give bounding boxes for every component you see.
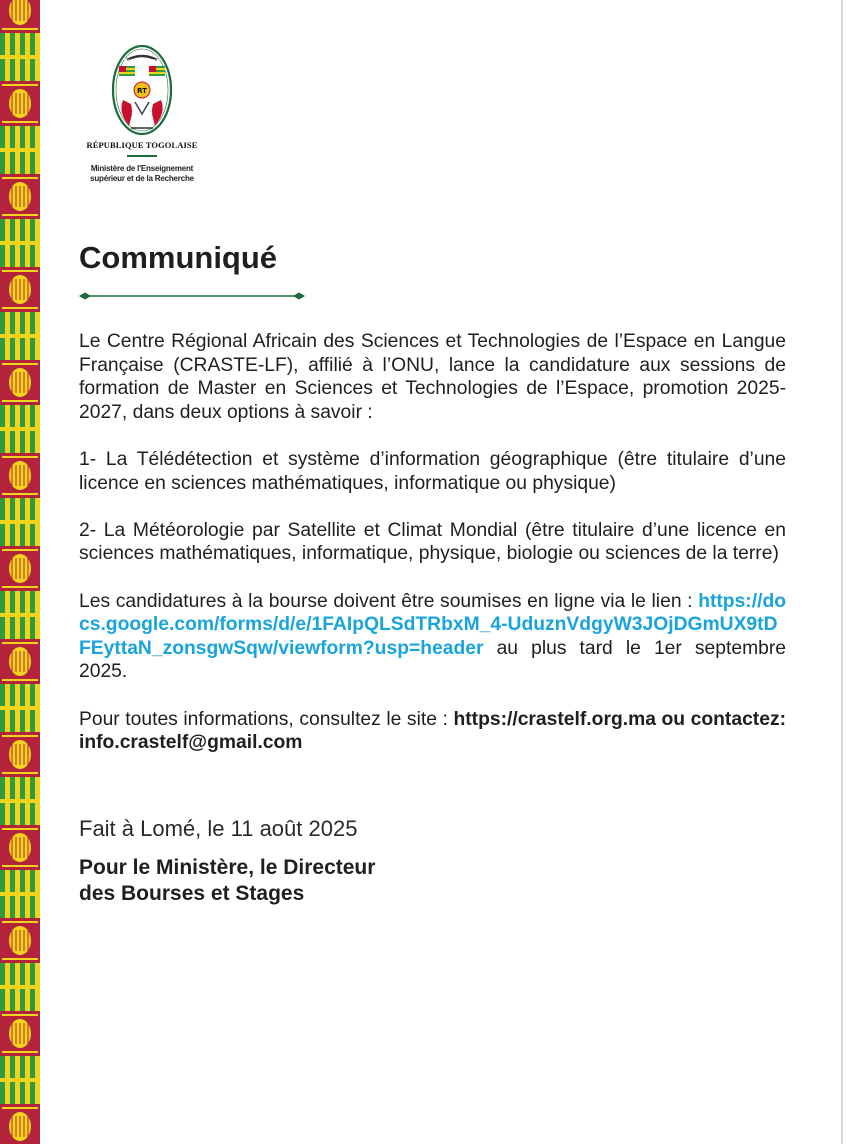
- intro-paragraph: Le Centre Régional Africain des Sciences et Technologies de l’Espace en Langue Française (CRASTE-LF), affilié à l’ONU, lance la candidature aux sessions de formation de Master en Sciences et Technologies de l’Espace, promotion 2025-2027, dans deux options à savoir :: [79, 331, 786, 423]
- contact-label: ou contactez:: [661, 708, 787, 730]
- coat-of-arms-icon: [111, 44, 173, 136]
- emblem-rt: RT: [137, 87, 147, 95]
- contact-paragraph: [79, 708, 786, 755]
- title-divider: [79, 290, 305, 302]
- communique-body: [79, 330, 786, 755]
- ministry-name: [85, 164, 199, 184]
- header-emblem: [85, 44, 203, 183]
- application-paragraph: [79, 590, 786, 684]
- place-date: Fait à Lomé, le 11 août 2025: [79, 816, 358, 841]
- signatory-line-2: des Bourses et Stages: [79, 882, 305, 905]
- signatory-line-1: Pour le Ministère, le Directeur: [79, 856, 376, 879]
- emblem-motto: TRAVAIL LIBERTÉ PATRIE: [123, 58, 161, 62]
- ministry-line-1: Ministère de l'Enseignement: [90, 164, 194, 173]
- website-link[interactable]: https://crastelf.org.ma: [453, 708, 656, 730]
- application-deadline: au plus tard le 1er septembre 2025.: [79, 637, 786, 683]
- decorative-border: [0, 0, 40, 1144]
- application-form-link[interactable]: https://docs.google.com/forms/d/e/1FAIpQLSdTRbxM_4-UduznVdgyW3JOjDGmUX9tDFEyttaN_zonsgwSqw/viewform?usp=header: [79, 590, 786, 659]
- ministry-line-2: supérieur et de la Recherche: [90, 174, 194, 183]
- signatory: [79, 855, 419, 907]
- page-edge-line: [841, 0, 843, 1144]
- kente-pattern: [0, 0, 40, 1144]
- email-link[interactable]: info.crastelf@gmail.com: [79, 732, 303, 754]
- page-title: Communiqué: [79, 240, 278, 275]
- option-1-paragraph: 1- La Télédétection et système d’information géographique (être titulaire d’une licence en sciences mathématiques, informatique ou physique): [79, 448, 786, 494]
- contact-text: Pour toutes informations, consultez le site :: [79, 708, 448, 730]
- republic-rule: [127, 155, 157, 157]
- option-2-paragraph: 2- La Météorologie par Satellite et Climat Mondial (être titulaire d’une licence en sciences mathématiques, informatique, physique, biologie ou sciences de la terre): [79, 519, 786, 565]
- republic-name: RÉPUBLIQUE TOGOLAISE: [86, 140, 198, 150]
- application-text: Les candidatures à la bourse doivent être soumises en ligne via le lien :: [79, 590, 693, 612]
